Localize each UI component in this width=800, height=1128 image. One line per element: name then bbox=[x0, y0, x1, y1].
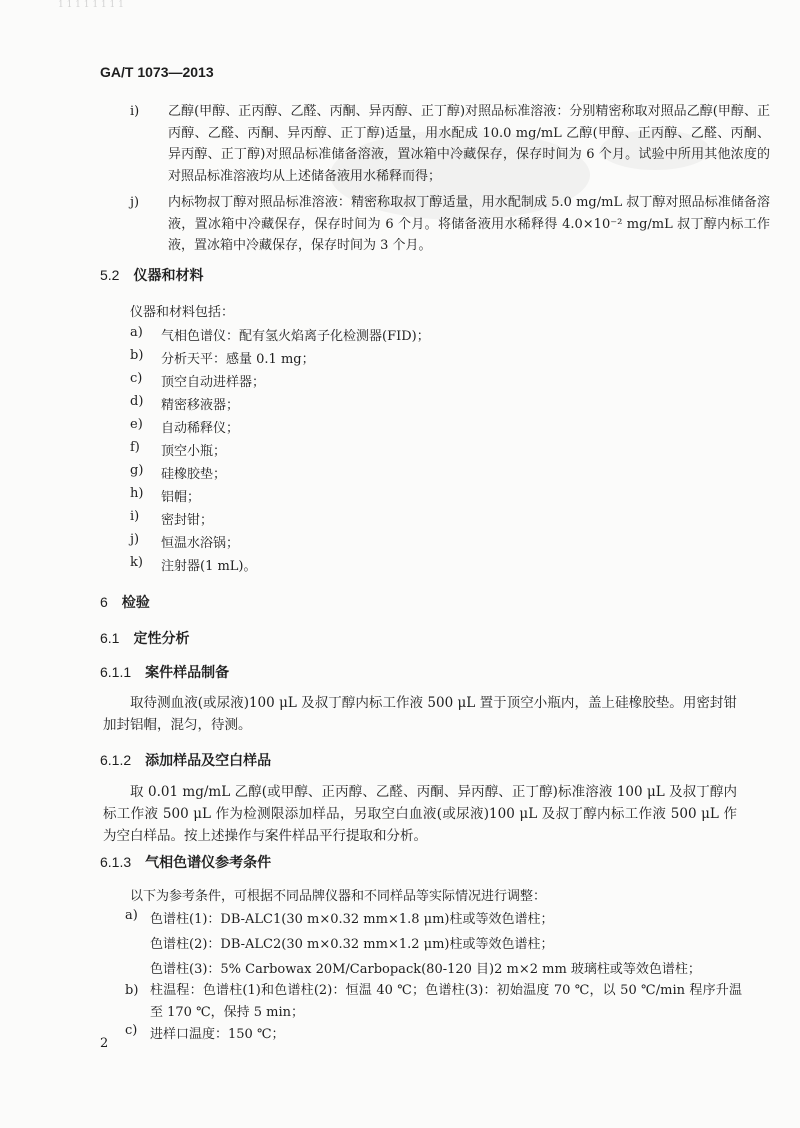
list-text: 自动稀释仪； bbox=[161, 421, 240, 436]
section-title: 定性分析 bbox=[133, 630, 190, 646]
scan-artifact-text: 1 1 1 1 1 1 1 1 bbox=[58, 0, 124, 10]
section-number: 6.1.2 bbox=[100, 752, 132, 768]
list-label: j) bbox=[130, 195, 140, 210]
paragraph: 取 0.01 mg/mL 乙醇(或甲醇、正丙醇、乙醛、丙酮、异丙醇、正丁醇)标准溶液 100 μL 及叔丁醇内标工作液 500 μL 作为检测限添加样品，另取空白血液(或尿液)100 μL 及叔丁醇内标工作液 500 μL 作为空白样品。按上述操作与案件样品平行提取和分析。 bbox=[103, 784, 737, 844]
column-line: 色谱柱(2)：DB-ALC2(30 m×0.32 mm×1.2 μm)柱或等效色谱柱； bbox=[150, 937, 554, 952]
section-number: 5.2 bbox=[100, 267, 120, 283]
list-label: d) bbox=[130, 394, 144, 409]
list-text: 气相色谱仪：配有氢火焰离子化检测器(FID)； bbox=[161, 329, 430, 344]
list-label: b) bbox=[125, 983, 139, 998]
column-line: 色谱柱(1)：DB-ALC1(30 m×0.32 mm×1.8 μm)柱或等效色谱柱； bbox=[150, 912, 554, 927]
list-text: 乙醇(甲醇、正丙醇、乙醛、丙酮、异丙醇、正丁醇)对照品标准溶液：分别精密称取对照品乙醇(甲醇、正丙醇、乙醛、丙酮、异丙醇、正丁醇)适量，用水配成 10.0 mg/mL 乙醇(甲醇、正丙醇、乙醛、丙酮、异丙醇、正丁醇)对照品标准储备溶液，置冰箱中冷藏保存，保存时间为 6 个月。试验中所用其他浓度的对照品标准溶液均从上述储备液用水稀释而得； bbox=[168, 104, 770, 184]
list-text: 进样口温度：150 ℃； bbox=[150, 1027, 285, 1042]
section-heading bbox=[100, 592, 150, 612]
list-text: 密封钳； bbox=[161, 513, 214, 528]
list-text: 铝帽； bbox=[161, 490, 201, 505]
section-heading bbox=[100, 265, 203, 285]
section-title: 案件样品制备 bbox=[145, 664, 230, 680]
list-label: b) bbox=[130, 348, 144, 363]
list-text: 柱温程：色谱柱(1)和色谱柱(2)：恒温 40 ℃；色谱柱(3)：初始温度 70 ℃，以 50 ℃/min 程序升温至 170 ℃，保持 5 min； bbox=[150, 983, 742, 1020]
list-label: c) bbox=[130, 371, 143, 386]
section-title: 仪器和材料 bbox=[133, 267, 204, 283]
list-text: 恒温水浴锅； bbox=[161, 536, 240, 551]
list-text: 内标物叔丁醇对照品标准溶液：精密称取叔丁醇适量，用水配制成 5.0 mg/mL 叔丁醇对照品标准储备溶液，置冰箱中冷藏保存，保存时间为 6 个月。将储备液用水稀释得 4.0×10⁻² mg/mL 叔丁醇内标工作液，置冰箱中冷藏保存，保存时间为 3 个月。 bbox=[168, 195, 770, 253]
list-label: j) bbox=[130, 532, 140, 547]
list-label: g) bbox=[130, 463, 144, 478]
list-label: i) bbox=[130, 509, 140, 524]
list-label: h) bbox=[130, 486, 144, 501]
paragraph: 取待测血液(或尿液)100 μL 及叔丁醇内标工作液 500 μL 置于顶空小瓶内，盖上硅橡胶垫。用密封钳加封铝帽，混匀，待测。 bbox=[103, 695, 737, 733]
document-code: GA/T 1073—2013 bbox=[100, 64, 214, 80]
page-number: 2 bbox=[100, 1036, 109, 1051]
section-number: 6.1 bbox=[100, 630, 120, 646]
section-heading bbox=[100, 750, 271, 770]
list-label: c) bbox=[125, 1023, 138, 1038]
list-label: i) bbox=[130, 104, 140, 119]
list-text: 硅橡胶垫； bbox=[161, 467, 227, 482]
intro-text: 以下为参考条件，可根据不同品牌仪器和不同样品等实际情况进行调整： bbox=[130, 889, 547, 904]
section-title: 添加样品及空白样品 bbox=[145, 752, 272, 768]
list-label: a) bbox=[125, 908, 138, 923]
section-heading bbox=[100, 662, 229, 682]
section-number: 6.1.1 bbox=[100, 664, 132, 680]
list-text: 顶空自动进样器； bbox=[161, 375, 266, 390]
list-label: k) bbox=[130, 555, 143, 570]
section-number: 6.1.3 bbox=[100, 854, 132, 870]
list-label: a) bbox=[130, 325, 143, 340]
section-title: 检验 bbox=[121, 594, 150, 610]
list-text: 分析天平：感量 0.1 mg； bbox=[161, 352, 315, 367]
section-heading bbox=[100, 628, 189, 648]
list-text: 顶空小瓶； bbox=[161, 444, 227, 459]
column-line: 色谱柱(3)：5% Carbowax 20M/Carbopack(80-120 目)2 m×2 mm 玻璃柱或等效色谱柱； bbox=[150, 962, 701, 977]
section-number: 6 bbox=[100, 594, 108, 610]
intro-text: 仪器和材料包括： bbox=[130, 305, 235, 320]
list-label: f) bbox=[130, 440, 140, 455]
list-text: 注射器(1 mL)。 bbox=[161, 559, 257, 574]
list-label: e) bbox=[130, 417, 143, 432]
section-title: 气相色谱仪参考条件 bbox=[145, 854, 272, 870]
list-text: 精密移液器； bbox=[161, 398, 240, 413]
section-heading bbox=[100, 852, 271, 872]
